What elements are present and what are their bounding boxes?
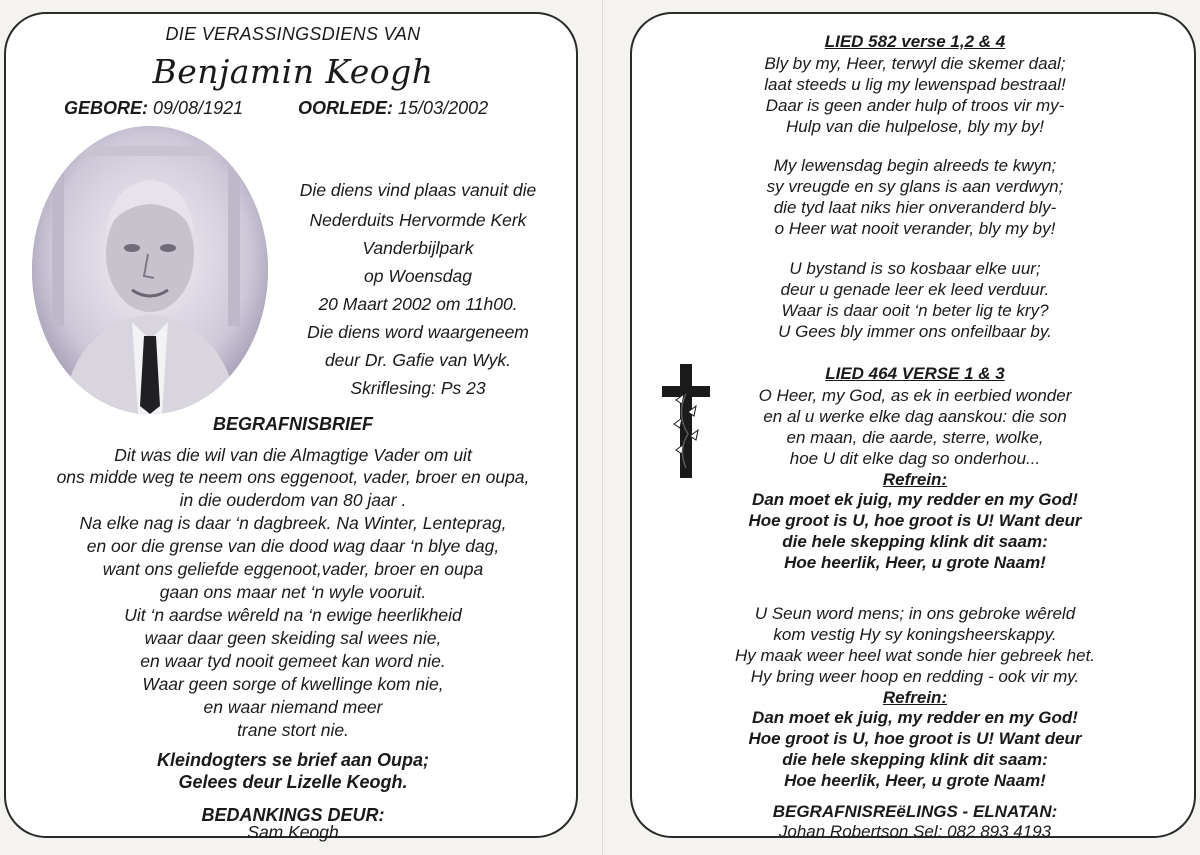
hymn1-line: deur u genade leer ek leed verduur. [780,280,1050,299]
hymn1-line: sy vreugde en sy glans is aan verdwyn; [766,177,1064,196]
hymn2-verse1-line: en al u werke elke dag aanskou: die son [763,407,1067,426]
right-card [630,12,1196,841]
letter-line: en waar niemand meer [203,697,383,717]
service-line: Nederduits Hervormde Kerk [309,210,527,230]
refrain-line: Hoe heerlik, Heer, u grote Naam! [784,553,1046,572]
refrain-line: Dan moet ek juig, my redder en my God! [752,490,1078,509]
hymn2-verse1-line: O Heer, my God, as ek in eerbied wonder [758,386,1072,405]
hymn2-verse3-line: Hy bring weer hoop en redding - ook vir my. [750,667,1080,686]
service-line: Die diens word waargeneem [307,322,529,342]
hymn1-line: Hulp van die hulpelose, bly my by! [786,117,1044,136]
hymn2-verse3-line: Hy maak weer heel wat sonde hier gebreek het. [734,646,1096,665]
refrain-line: die hele skepping klink dit saam: [782,532,1048,551]
letter-line: Dit was die wil van die Almagtige Vader om uit [114,445,472,465]
letter-title: BEGRAFNISBRIEF [212,414,373,434]
letter-line: trane stort nie. [237,720,349,740]
hymn1-line: U bystand is so kosbaar elke uur; [789,259,1041,278]
service-line: op Woensdag [364,266,472,286]
service-line: Skriflesing: Ps 23 [350,378,486,398]
hymn1-line: Daar is geen ander hulp of troos vir my- [765,96,1065,115]
hymn2-verse1-line: hoe U dit elke dag so onderhou... [789,449,1041,468]
hymn1-line: o Heer wat nooit verander, bly my by! [774,219,1056,238]
grandchildren-line: Kleindogters se brief aan Oupa; [156,750,430,770]
letter-line: in die ouderdom van 80 jaar . [179,490,407,510]
died-label: OORLEDE: [298,98,394,118]
portrait-photo [32,126,268,414]
letter-line: gaan ons maar net ‘n wyle vooruit. [159,582,427,602]
hymn2-verse1-line: en maan, die aarde, sterre, wolke, [786,428,1044,447]
refrain-line: Hoe groot is U, hoe groot is U! Want deur [748,729,1082,748]
letter-line: Na elke nag is daar ‘n dagbreek. Na Winter, Lenteprag, [79,513,507,533]
refrain-label: Refrein: [882,688,948,707]
hymn1-line: Waar is daar ooit ‘n beter lig te kry? [781,301,1049,320]
service-line: deur Dr. Gafie van Wyk. [324,350,512,370]
hymn1-line: laat steeds u lig my lewenspad bestraal! [764,75,1066,94]
left-card [4,12,578,842]
refrain-line: Hoe heerlik, Heer, u grote Naam! [784,771,1046,790]
hymn2-title: LIED 464 VERSE 1 & 3 [825,364,1005,383]
refrain-line: die hele skepping klink dit saam: [782,750,1048,769]
letter-line: waar daar geen skeiding sal wees nie, [144,628,442,648]
refrain-line: Dan moet ek juig, my redder en my God! [752,708,1078,727]
arrangements-contact: Johan Robertson Sel: 082 893 4193 [778,822,1052,841]
grandchildren-line: Gelees deur Lizelle Keogh. [178,772,408,792]
letter-line: Uit ‘n aardse wêreld na ‘n ewige heerlikheid [124,605,462,625]
born-label: GEBORE: [64,98,149,118]
letter-line: en oor die grense van die dood wag daar ‘n blye dag, [86,536,500,556]
letter-line: ons midde weg te neem ons eggenoot, vader, broer en oupa, [56,467,530,487]
hymn2-verse3-line: U Seun word mens; in ons gebroke wêreld [754,604,1076,623]
death-line [298,98,488,119]
refrain-line: Hoe groot is U, hoe groot is U! Want deur [748,511,1082,530]
service-line: Die diens vind plaas vanuit die [299,180,537,200]
born-date: 09/08/1921 [153,98,244,118]
thanks-name: Sam Keogh [247,822,339,842]
service-heading: DIE VERASSINGSDIENS VAN [165,24,421,44]
hymn2-verse3-line: kom vestig Hy sy koningsheerskappy. [773,625,1057,644]
portrait-illustration [32,126,268,414]
refrain-label: Refrein: [882,470,948,489]
birth-line [64,98,243,119]
hymn1-line: My lewensdag begin alreeds te kwyn; [773,156,1057,175]
thanks-label: BEDANKINGS DEUR: [201,805,385,825]
deceased-name: Benjamin Keogh [152,52,434,91]
service-line: 20 Maart 2002 om 11h00. [318,294,518,314]
hymn1-line: Bly by my, Heer, terwyl die skemer daal; [764,54,1066,73]
service-line: Vanderbijlpark [362,238,474,258]
died-date: 15/03/2002 [398,98,489,118]
arrangements-label: BEGRAFNISREëLINGS - ELNATAN: [772,802,1058,821]
letter-line: en waar tyd nooit gemeet kan word nie. [140,651,446,671]
letter-line: Waar geen sorge of kwellinge kom nie, [142,674,444,694]
hymn1-line: U Gees bly immer ons onfeilbaar by. [778,322,1052,341]
letter-line: want ons geliefde eggenoot,vader, broer en oupa [102,559,484,579]
hymn1-title: LIED 582 verse 1,2 & 4 [824,32,1006,51]
page-fold [602,0,603,855]
hymn1-line: die tyd laat niks hier onveranderd bly- [773,198,1057,217]
